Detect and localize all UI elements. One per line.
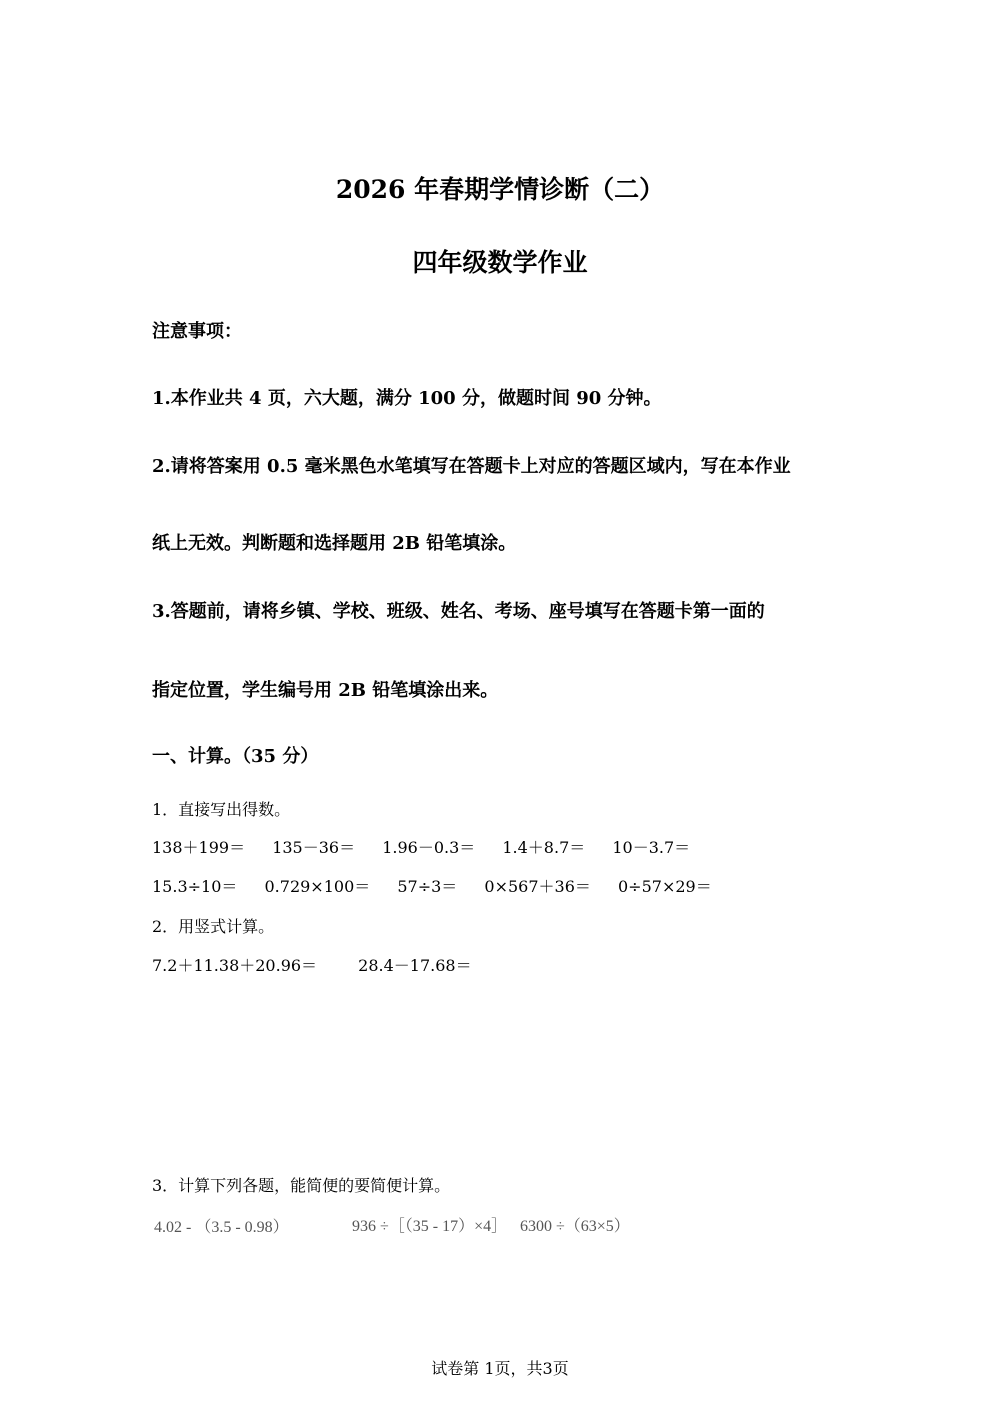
- expression: 0.729×100＝: [264, 877, 371, 896]
- expression: 138＋199＝: [152, 838, 246, 857]
- expression: 4.02 - （3.5 - 0.98）: [154, 1219, 289, 1236]
- page-footer: 试卷第 1页，共3页: [431, 1359, 569, 1378]
- expression: 6300 ÷（63×5）: [520, 1218, 630, 1235]
- expression: 1.4＋8.7＝: [502, 838, 586, 857]
- notes-heading: 注意事项：: [152, 321, 242, 342]
- question-1-row-2: [152, 874, 734, 897]
- question-3-label: 3．计算下列各题，能简便的要简便计算。: [152, 1176, 451, 1195]
- note-item-3-line-1: 3.答题前，请将乡镇、学校、班级、姓名、考场、座号填写在答题卡第一面的: [152, 601, 765, 622]
- section-1-heading: 一、计算。（35 分）: [152, 746, 319, 767]
- exam-subtitle: 四年级数学作业: [412, 248, 588, 277]
- expression: 28.4－17.68＝: [358, 956, 472, 975]
- expression: 936 ÷［（35 - 17）×4］: [352, 1218, 508, 1235]
- expression: 0÷57×29＝: [618, 877, 712, 896]
- question-1-row-1: [152, 835, 712, 858]
- question-2-label: 2．用竖式计算。: [152, 917, 275, 936]
- expression: 10－3.7＝: [612, 838, 691, 857]
- note-item-3-line-2: 指定位置，学生编号用 2B 铅笔填涂出来。: [152, 680, 499, 701]
- note-item-1: 1.本作业共 4 页，六大题，满分 100 分，做题时间 90 分钟。: [152, 388, 662, 409]
- expression: 57÷3＝: [397, 877, 458, 896]
- expression: 135－36＝: [272, 838, 356, 857]
- note-item-2-line-2: 纸上无效。判断题和选择题用 2B 铅笔填涂。: [152, 533, 517, 554]
- question-2-row: [152, 953, 494, 976]
- exam-title: 2026 年春期学情诊断（二）: [335, 175, 665, 204]
- question-1-label: 1．直接写出得数。: [152, 800, 291, 819]
- expression: 1.96－0.3＝: [382, 838, 476, 857]
- note-item-2-line-1: 2.请将答案用 0.5 毫米黑色水笔填写在答题卡上对应的答题区域内，写在本作业: [152, 456, 791, 477]
- expression: 0×567＋36＝: [484, 877, 591, 896]
- expression: 15.3÷10＝: [152, 877, 238, 896]
- expression: 7.2＋11.38＋20.96＝: [152, 956, 318, 975]
